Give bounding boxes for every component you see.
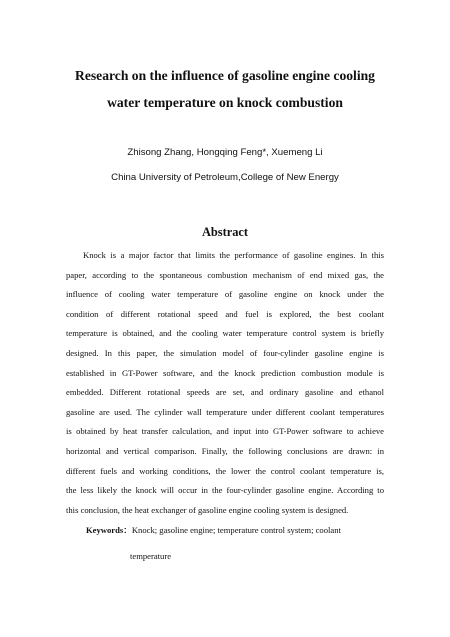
abstract-line: paper, according to the spontaneous combustion mechanism of end mixed gas, the — [66, 269, 384, 280]
paper-title — [40, 62, 410, 116]
abstract-line: embedded. Different rotational speeds are set, and ordinary gasoline and ethanol — [66, 387, 384, 398]
abstract-line: the less likely the knock will occur in the four-cylinder gasoline engine. According to — [66, 485, 384, 496]
affiliation: China University of Petroleum,College of New Energy — [111, 172, 339, 183]
abstract-line: is obtained by heat transfer calculation, and input into GT-Power software to achieve — [66, 426, 384, 437]
abstract-line: this conclusion, the heat exchanger of gasoline engine cooling system is designed. — [66, 504, 349, 515]
keywords-label: Keywords： — [86, 525, 132, 535]
title-line-2: water temperature on knock combustion — [107, 95, 343, 110]
abstract-line: Knock is a major factor that limits the performance of gasoline engines. In this — [83, 250, 384, 260]
abstract-line: different fuels and working conditions, the lower the control coolant temperature is, — [66, 465, 384, 476]
abstract-heading: Abstract — [201, 225, 249, 239]
abstract-line: temperature is obtained, and the cooling water temperature control system is briefly — [66, 328, 384, 339]
abstract-line: condition of different rotational speed and fuel is explored, the best coolant — [66, 308, 384, 319]
keywords-text: Knock; gasoline engine; temperature control system; coolant — [131, 525, 341, 535]
abstract-line: influence of cooling water temperature of gasoline engine on knock under the — [66, 289, 384, 300]
abstract-line: horizontal and vertical comparison. Finally, the following conclusions are drawn: in — [66, 445, 384, 456]
abstract-line: designed. In this paper, the simulation model of four-cylinder gasoline engine is — [66, 347, 384, 358]
abstract-line: gasoline are used. The cylinder wall temperature under different coolant temperatures — [66, 406, 384, 417]
title-line-1: Research on the influence of gasoline engine cooling — [75, 68, 375, 83]
keywords-continuation: temperature — [130, 551, 172, 561]
keywords — [86, 523, 341, 537]
author-list: Zhisong Zhang, Hongqing Feng*, Xuemeng Li — [127, 147, 323, 158]
abstract-line: established in GT-Power software, and the knock prediction combustion module is — [66, 367, 384, 378]
abstract-body — [66, 246, 384, 520]
